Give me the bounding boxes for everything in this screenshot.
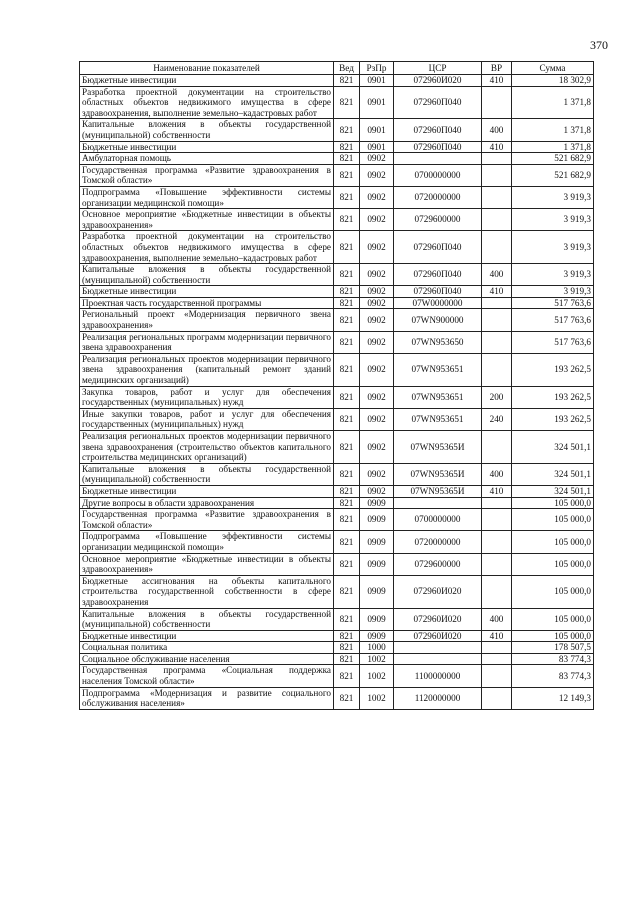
row-sum-cell: 105 000,0: [512, 608, 594, 630]
table-row: [80, 75, 594, 87]
row-ved-cell: 821: [334, 164, 360, 186]
row-vr-cell: 400: [482, 608, 512, 630]
table-row: [80, 264, 594, 286]
row-rzpr-cell: 0901: [360, 119, 394, 141]
row-csr-cell: 072960П040: [394, 231, 482, 264]
row-rzpr-cell: 0902: [360, 297, 394, 309]
row-name-cell: Разработка проектной документации на строительство областных объектов недвижимого имущества в сфере здравоохранения, выполнение земельно–кадастровых работ: [80, 86, 334, 119]
row-ved-cell: 821: [334, 463, 360, 485]
row-rzpr-cell: 0909: [360, 575, 394, 608]
row-rzpr-cell: 0902: [360, 353, 394, 386]
table-row: [80, 553, 594, 575]
row-csr-cell: [394, 653, 482, 665]
row-vr-cell: [482, 575, 512, 608]
table-row: [80, 297, 594, 309]
row-csr-cell: [394, 497, 482, 509]
row-csr-cell: 07WN953651: [394, 353, 482, 386]
row-ved-cell: 821: [334, 431, 360, 464]
table-row: [80, 141, 594, 153]
row-csr-cell: 072960П040: [394, 286, 482, 298]
row-vr-cell: [482, 186, 512, 208]
table-row: [80, 531, 594, 553]
row-name-cell: Бюджетные инвестиции: [80, 75, 334, 87]
row-sum-cell: 3 919,3: [512, 186, 594, 208]
row-ved-cell: 821: [334, 553, 360, 575]
row-name-cell: Подпрограмма «Повышение эффективности системы организации медицинской помощи»: [80, 186, 334, 208]
row-csr-cell: 1120000000: [394, 687, 482, 709]
row-rzpr-cell: 0901: [360, 75, 394, 87]
row-ved-cell: 821: [334, 497, 360, 509]
header-ved: Вед: [334, 62, 360, 75]
row-rzpr-cell: 0901: [360, 86, 394, 119]
row-vr-cell: 240: [482, 408, 512, 430]
row-ved-cell: 821: [334, 119, 360, 141]
table-row: [80, 386, 594, 408]
row-sum-cell: 193 262,5: [512, 386, 594, 408]
row-ved-cell: 821: [334, 386, 360, 408]
table-row: [80, 431, 594, 464]
row-name-cell: Основное мероприятие «Бюджетные инвестиции в объекты здравоохранения»: [80, 553, 334, 575]
table-row: [80, 408, 594, 430]
row-csr-cell: 07W0000000: [394, 297, 482, 309]
row-sum-cell: 517 763,6: [512, 297, 594, 309]
row-sum-cell: 105 000,0: [512, 497, 594, 509]
row-csr-cell: 07WN900000: [394, 309, 482, 331]
row-sum-cell: 83 774,3: [512, 653, 594, 665]
row-name-cell: Амбулаторная помощь: [80, 153, 334, 165]
row-vr-cell: [482, 231, 512, 264]
row-rzpr-cell: 0902: [360, 309, 394, 331]
row-rzpr-cell: 0909: [360, 497, 394, 509]
row-vr-cell: [482, 687, 512, 709]
table-row: [80, 497, 594, 509]
row-vr-cell: [482, 86, 512, 119]
row-name-cell: Государственная программа «Развитие здравоохранения в Томской области»: [80, 509, 334, 531]
row-sum-cell: 105 000,0: [512, 630, 594, 642]
row-sum-cell: 105 000,0: [512, 575, 594, 608]
row-ved-cell: 821: [334, 209, 360, 231]
row-csr-cell: 07WN953651: [394, 408, 482, 430]
row-vr-cell: [482, 531, 512, 553]
row-name-cell: Государственная программа «Социальная поддержка населения Томской области»: [80, 665, 334, 687]
row-csr-cell: 072960П040: [394, 86, 482, 119]
row-rzpr-cell: 0902: [360, 286, 394, 298]
row-ved-cell: 821: [334, 75, 360, 87]
row-ved-cell: 821: [334, 485, 360, 497]
row-vr-cell: 410: [482, 141, 512, 153]
table-row: [80, 286, 594, 298]
row-ved-cell: 821: [334, 665, 360, 687]
row-ved-cell: 821: [334, 408, 360, 430]
row-sum-cell: 18 302,9: [512, 75, 594, 87]
row-sum-cell: 193 262,5: [512, 353, 594, 386]
table-row: [80, 608, 594, 630]
row-ved-cell: 821: [334, 630, 360, 642]
row-name-cell: Закупка товаров, работ и услуг для обеспечения государственных (муниципальных) нужд: [80, 386, 334, 408]
row-ved-cell: 821: [334, 531, 360, 553]
header-vr: ВР: [482, 62, 512, 75]
budget-table: [79, 61, 594, 710]
row-name-cell: Бюджетные инвестиции: [80, 286, 334, 298]
table-row: [80, 231, 594, 264]
row-sum-cell: 324 501,1: [512, 431, 594, 464]
table-body: [80, 75, 594, 710]
table-row: [80, 209, 594, 231]
row-vr-cell: [482, 431, 512, 464]
row-rzpr-cell: 0902: [360, 485, 394, 497]
row-csr-cell: 0720000000: [394, 186, 482, 208]
row-csr-cell: 0720000000: [394, 531, 482, 553]
row-name-cell: Региональный проект «Модернизация первичного звена здравоохранения»: [80, 309, 334, 331]
row-vr-cell: [482, 209, 512, 231]
row-csr-cell: 07WN95365И: [394, 485, 482, 497]
row-sum-cell: 1 371,8: [512, 119, 594, 141]
row-csr-cell: 07WN95365И: [394, 431, 482, 464]
row-ved-cell: 821: [334, 575, 360, 608]
row-vr-cell: [482, 331, 512, 353]
row-csr-cell: 072960П040: [394, 264, 482, 286]
row-sum-cell: 521 682,9: [512, 164, 594, 186]
row-vr-cell: 400: [482, 264, 512, 286]
row-name-cell: Реализация региональных программ модернизации первичного звена здравоохранения: [80, 331, 334, 353]
row-name-cell: Подпрограмма «Повышение эффективности системы организации медицинской помощи»: [80, 531, 334, 553]
row-rzpr-cell: 0902: [360, 264, 394, 286]
page-number: 370: [590, 38, 608, 52]
table-row: [80, 642, 594, 654]
row-rzpr-cell: 1000: [360, 642, 394, 654]
row-rzpr-cell: 1002: [360, 687, 394, 709]
row-sum-cell: 521 682,9: [512, 153, 594, 165]
row-vr-cell: [482, 553, 512, 575]
row-sum-cell: 324 501,1: [512, 463, 594, 485]
row-sum-cell: 517 763,6: [512, 331, 594, 353]
row-name-cell: Государственная программа «Развитие здравоохранения в Томской области»: [80, 164, 334, 186]
row-sum-cell: 3 919,3: [512, 209, 594, 231]
row-rzpr-cell: 0902: [360, 331, 394, 353]
row-vr-cell: 200: [482, 386, 512, 408]
row-vr-cell: 410: [482, 630, 512, 642]
row-rzpr-cell: 0902: [360, 231, 394, 264]
row-rzpr-cell: 0902: [360, 463, 394, 485]
row-sum-cell: 105 000,0: [512, 509, 594, 531]
row-csr-cell: 0729600000: [394, 553, 482, 575]
row-ved-cell: 821: [334, 297, 360, 309]
table-row: [80, 575, 594, 608]
table-row: [80, 653, 594, 665]
row-name-cell: Другие вопросы в области здравоохранения: [80, 497, 334, 509]
row-ved-cell: 821: [334, 286, 360, 298]
row-rzpr-cell: 0909: [360, 531, 394, 553]
table-row: [80, 186, 594, 208]
row-ved-cell: 821: [334, 186, 360, 208]
table-row: [80, 509, 594, 531]
row-vr-cell: [482, 497, 512, 509]
row-rzpr-cell: 0901: [360, 141, 394, 153]
row-sum-cell: 12 149,3: [512, 687, 594, 709]
row-vr-cell: [482, 153, 512, 165]
row-rzpr-cell: 0909: [360, 608, 394, 630]
row-sum-cell: 193 262,5: [512, 408, 594, 430]
row-ved-cell: 821: [334, 353, 360, 386]
row-rzpr-cell: 0909: [360, 630, 394, 642]
row-ved-cell: 821: [334, 231, 360, 264]
row-csr-cell: 072960П040: [394, 119, 482, 141]
row-csr-cell: 07WN953650: [394, 331, 482, 353]
row-rzpr-cell: 0902: [360, 164, 394, 186]
row-ved-cell: 821: [334, 642, 360, 654]
table-row: [80, 153, 594, 165]
table-header-row: [80, 62, 594, 75]
table-row: [80, 119, 594, 141]
row-sum-cell: 178 507,5: [512, 642, 594, 654]
row-rzpr-cell: 0902: [360, 386, 394, 408]
row-vr-cell: [482, 509, 512, 531]
row-vr-cell: [482, 309, 512, 331]
row-vr-cell: [482, 297, 512, 309]
row-csr-cell: [394, 153, 482, 165]
row-csr-cell: 0729600000: [394, 209, 482, 231]
header-rzpr: РзПр: [360, 62, 394, 75]
row-vr-cell: 410: [482, 485, 512, 497]
table-row: [80, 86, 594, 119]
header-sum: Сумма: [512, 62, 594, 75]
table-row: [80, 665, 594, 687]
row-rzpr-cell: 0902: [360, 153, 394, 165]
row-rzpr-cell: 0909: [360, 509, 394, 531]
row-ved-cell: 821: [334, 309, 360, 331]
row-ved-cell: 821: [334, 153, 360, 165]
row-vr-cell: 410: [482, 286, 512, 298]
header-name: Наименование показателей: [80, 62, 334, 75]
row-sum-cell: 3 919,3: [512, 264, 594, 286]
row-vr-cell: [482, 653, 512, 665]
row-vr-cell: 410: [482, 75, 512, 87]
row-name-cell: Подпрограмма «Модернизация и развитие социального обслуживания населения»: [80, 687, 334, 709]
row-csr-cell: 07WN95365И: [394, 463, 482, 485]
row-csr-cell: 07WN953651: [394, 386, 482, 408]
table-row: [80, 630, 594, 642]
row-sum-cell: 324 501,1: [512, 485, 594, 497]
row-sum-cell: 83 774,3: [512, 665, 594, 687]
row-vr-cell: [482, 353, 512, 386]
row-sum-cell: 105 000,0: [512, 531, 594, 553]
table-row: [80, 164, 594, 186]
row-name-cell: Реализация региональных проектов модернизации первичного звена здравоохранения (капитальный ремонт зданий медицинских организаций): [80, 353, 334, 386]
row-name-cell: Бюджетные ассигнования на объекты капитального строительства государственной собственности в сфере здравоохранения: [80, 575, 334, 608]
row-name-cell: Капитальные вложения в объекты государственной (муниципальной) собственности: [80, 608, 334, 630]
row-name-cell: Социальная политика: [80, 642, 334, 654]
row-name-cell: Бюджетные инвестиции: [80, 141, 334, 153]
row-csr-cell: 072960П040: [394, 141, 482, 153]
header-csr: ЦСР: [394, 62, 482, 75]
row-rzpr-cell: 0909: [360, 553, 394, 575]
row-sum-cell: 1 371,8: [512, 141, 594, 153]
row-csr-cell: 072960И020: [394, 75, 482, 87]
row-csr-cell: 0700000000: [394, 164, 482, 186]
row-vr-cell: 400: [482, 119, 512, 141]
row-sum-cell: 517 763,6: [512, 309, 594, 331]
row-name-cell: Проектная часть государственной программы: [80, 297, 334, 309]
row-name-cell: Капитальные вложения в объекты государственной (муниципальной) собственности: [80, 463, 334, 485]
row-csr-cell: 072960И020: [394, 608, 482, 630]
row-vr-cell: [482, 642, 512, 654]
table-row: [80, 353, 594, 386]
row-ved-cell: 821: [334, 86, 360, 119]
table-row: [80, 687, 594, 709]
row-vr-cell: 400: [482, 463, 512, 485]
row-vr-cell: [482, 665, 512, 687]
row-name-cell: Капитальные вложения в объекты государственной (муниципальной) собственности: [80, 119, 334, 141]
row-name-cell: Социальное обслуживание населения: [80, 653, 334, 665]
row-ved-cell: 821: [334, 331, 360, 353]
row-ved-cell: 821: [334, 653, 360, 665]
row-name-cell: Реализация региональных проектов модернизации первичного звена здравоохранения (строительство объектов капитального строительства медицинских организаций): [80, 431, 334, 464]
row-vr-cell: [482, 164, 512, 186]
row-sum-cell: 3 919,3: [512, 231, 594, 264]
row-sum-cell: 3 919,3: [512, 286, 594, 298]
row-name-cell: Основное мероприятие «Бюджетные инвестиции в объекты здравоохранения»: [80, 209, 334, 231]
row-name-cell: Бюджетные инвестиции: [80, 630, 334, 642]
row-csr-cell: 072960И020: [394, 575, 482, 608]
row-name-cell: Бюджетные инвестиции: [80, 485, 334, 497]
row-name-cell: Иные закупки товаров, работ и услуг для обеспечения государственных (муниципальных) нужд: [80, 408, 334, 430]
row-csr-cell: 072960И020: [394, 630, 482, 642]
row-ved-cell: 821: [334, 141, 360, 153]
row-csr-cell: 1100000000: [394, 665, 482, 687]
row-rzpr-cell: 1002: [360, 653, 394, 665]
row-rzpr-cell: 0902: [360, 186, 394, 208]
row-rzpr-cell: 1002: [360, 665, 394, 687]
row-rzpr-cell: 0902: [360, 431, 394, 464]
row-sum-cell: 1 371,8: [512, 86, 594, 119]
row-ved-cell: 821: [334, 608, 360, 630]
row-ved-cell: 821: [334, 509, 360, 531]
table-row: [80, 309, 594, 331]
row-csr-cell: 0700000000: [394, 509, 482, 531]
row-rzpr-cell: 0902: [360, 209, 394, 231]
table-row: [80, 463, 594, 485]
table-row: [80, 331, 594, 353]
row-name-cell: Капитальные вложения в объекты государственной (муниципальной) собственности: [80, 264, 334, 286]
row-name-cell: Разработка проектной документации на строительство областных объектов недвижимого имущества в сфере здравоохранения, выполнение земельно–кадастровых работ: [80, 231, 334, 264]
row-csr-cell: [394, 642, 482, 654]
row-ved-cell: 821: [334, 264, 360, 286]
table-row: [80, 485, 594, 497]
row-rzpr-cell: 0902: [360, 408, 394, 430]
row-sum-cell: 105 000,0: [512, 553, 594, 575]
row-ved-cell: 821: [334, 687, 360, 709]
